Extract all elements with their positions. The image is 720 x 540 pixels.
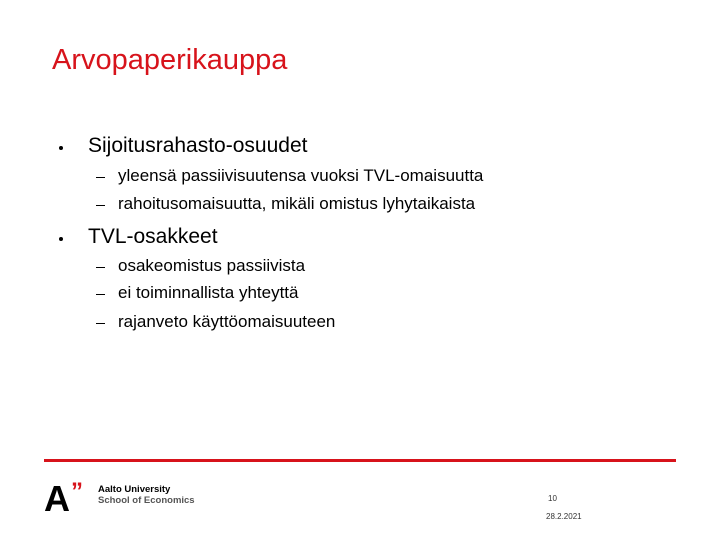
slide-date: 28.2.2021 <box>546 512 582 521</box>
dash-icon <box>96 323 105 324</box>
logo-school-name: School of Economics <box>98 495 195 506</box>
sub-bullet-text: osakeomistus passiivista <box>118 256 306 275</box>
dash-icon <box>96 267 105 268</box>
dash-icon <box>96 177 105 178</box>
sub-bullet-text: rahoitusomaisuutta, mikäli omistus lyhytaikaista <box>118 194 476 213</box>
logo-university-name: Aalto University <box>98 484 171 495</box>
sub-bullet-text: ei toiminnallista yhteyttä <box>118 283 299 302</box>
bullet-text: TVL-osakkeet <box>88 225 218 248</box>
bullet-text: Sijoitusrahasto-osuudet <box>88 134 308 157</box>
logo-a-mark: A <box>44 478 70 519</box>
bullet-dot-icon <box>59 146 63 150</box>
dash-icon <box>96 294 105 295</box>
footer-divider <box>44 459 676 462</box>
page-number: 10 <box>548 494 557 503</box>
slide-title: Arvopaperikauppa <box>52 44 288 76</box>
bullet-dot-icon <box>59 237 63 241</box>
logo-quote-mark: ” <box>71 478 83 505</box>
sub-bullet-text: rajanveto käyttöomaisuuteen <box>118 312 336 331</box>
dash-icon <box>96 205 105 206</box>
sub-bullet-text: yleensä passiivisuutensa vuoksi TVL-omaisuutta <box>118 166 484 185</box>
